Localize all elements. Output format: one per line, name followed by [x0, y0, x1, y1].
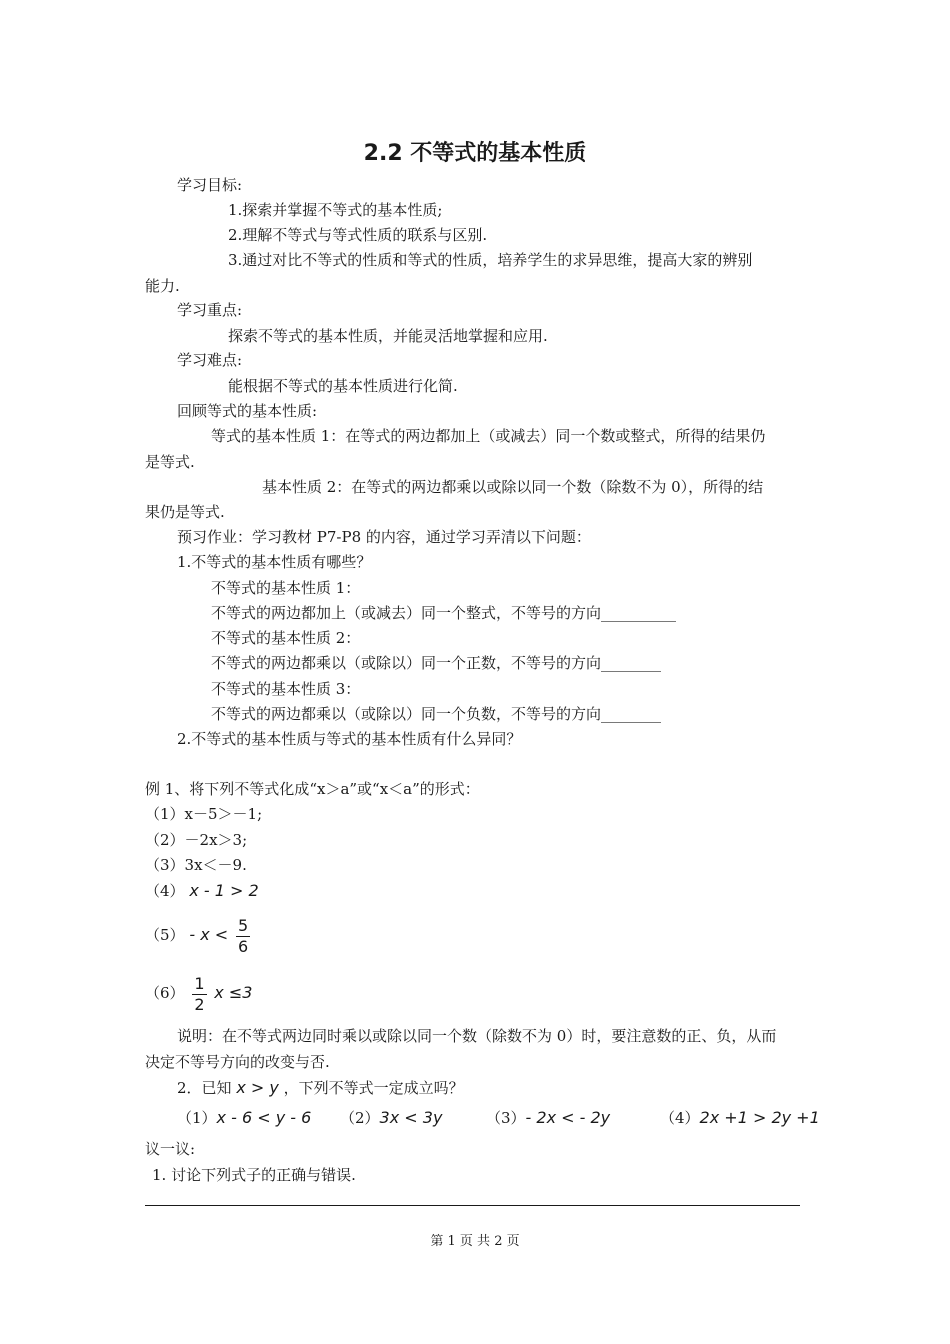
fraction-denominator: 6 [237, 936, 249, 956]
math-expression: - x < [189, 925, 229, 944]
property-2-heading: 不等式的基本性质 2： [211, 629, 361, 647]
option-label: （3） [486, 1109, 526, 1127]
option-label: （4） [660, 1109, 700, 1127]
review-line-3: 基本性质 2：在等式的两边都乘以或除以同一个数（除数不为 0），所得的结 [262, 478, 764, 496]
note-line-2: 决定不等号方向的改变与否. [145, 1053, 330, 1071]
question2-option-2 [340, 1108, 442, 1128]
question2 [177, 1078, 464, 1098]
property-1-text: 不等式的两边都加上（或减去）同一个整式，不等号的方向__________ [211, 604, 677, 622]
objective-2: 2.理解不等式与等式性质的联系与区别. [228, 226, 488, 244]
page-title: 2.2 不等式的基本性质 [363, 141, 587, 166]
objective-3: 3.通过对比不等式的性质和等式的性质，培养学生的求异思维，提高大家的辨别 [228, 251, 753, 269]
objective-1: 1.探索并掌握不等式的基本性质; [228, 201, 443, 219]
preview-q1: 1.不等式的基本性质有哪些？ [177, 553, 372, 571]
property-3-heading: 不等式的基本性质 3： [211, 680, 361, 698]
question2-option-4 [660, 1108, 820, 1128]
discussion-heading: 议一议: [145, 1140, 196, 1158]
math-expression: x - 6 < y - 6 [216, 1108, 312, 1127]
preview-heading: 预习作业：学习教材 P7-P8 的内容，通过学习弄清以下问题： [177, 528, 591, 546]
difficulty-text: 能根据不等式的基本性质进行化简. [228, 377, 458, 395]
property-1-heading: 不等式的基本性质 1： [211, 579, 361, 597]
key-point-heading: 学习重点: [177, 301, 243, 319]
property-3-text: 不等式的两边都乘以（或除以）同一个负数，不等号的方向________ [211, 705, 662, 723]
footer-divider [145, 1205, 800, 1206]
option-label: （2） [340, 1109, 380, 1127]
example1-item-3: （3）3x＜－9. [145, 856, 247, 874]
question2-prefix: 2．已知 [177, 1079, 232, 1097]
objectives-heading: 学习目标: [177, 176, 243, 194]
item-label: （6） [145, 984, 185, 1002]
difficulty-heading: 学习难点: [177, 351, 243, 369]
math-expression: x - 1 > 2 [189, 881, 259, 900]
preview-q2: 2.不等式的基本性质与等式的基本性质有什么异同？ [177, 730, 522, 748]
example1-item-1: （1）x－5＞－1; [145, 805, 263, 823]
example1-item-5 [145, 912, 253, 958]
question2-option-3 [486, 1108, 610, 1128]
example1-item-4 [145, 881, 259, 901]
review-line-4: 果仍是等式. [145, 503, 225, 521]
math-expression: x ≤3 [214, 983, 253, 1002]
math-expression: x > y [236, 1078, 279, 1097]
item-label: （5） [145, 926, 185, 944]
math-expression: - 2x < - 2y [525, 1108, 611, 1127]
fraction-denominator: 2 [194, 994, 205, 1014]
question2-suffix: ，下列不等式一定成立吗？ [283, 1079, 464, 1097]
math-expression: 2x +1 > 2y +1 [699, 1108, 820, 1127]
fraction-numerator: 1 [194, 973, 205, 993]
discussion-item-1: 1. 讨论下列式子的正确与错误. [152, 1166, 356, 1184]
page-footer: 第 1 页 共 2 页 [430, 1234, 520, 1249]
property-2-text: 不等式的两边都乘以（或除以）同一个正数，不等号的方向________ [211, 654, 662, 672]
review-line-2: 是等式. [145, 453, 195, 471]
fraction [236, 916, 250, 957]
review-line-1: 等式的基本性质 1：在等式的两边都加上（或减去）同一个数或整式，所得的结果仍 [211, 427, 766, 445]
math-expression: 3x < 3y [379, 1108, 443, 1127]
example1-item-6 [145, 970, 252, 1016]
example1-item-2: （2）－2x＞3; [145, 831, 248, 849]
example1-intro: 例 1、将下列不等式化成“x＞a”或“x＜a”的形式： [145, 780, 480, 798]
option-label: （1） [177, 1109, 217, 1127]
key-point-text: 探索不等式的基本性质，并能灵活地掌握和应用. [228, 327, 548, 345]
fraction-numerator: 5 [237, 915, 249, 935]
question2-option-1 [177, 1108, 311, 1128]
fraction [192, 974, 206, 1015]
review-heading: 回顾等式的基本性质: [177, 402, 318, 420]
item-label: （4） [145, 882, 185, 900]
objective-3-cont: 能力. [145, 277, 180, 295]
note-line-1: 说明：在不等式两边同时乘以或除以同一个数（除数不为 0）时，要注意数的正、负，从而 [177, 1027, 777, 1045]
